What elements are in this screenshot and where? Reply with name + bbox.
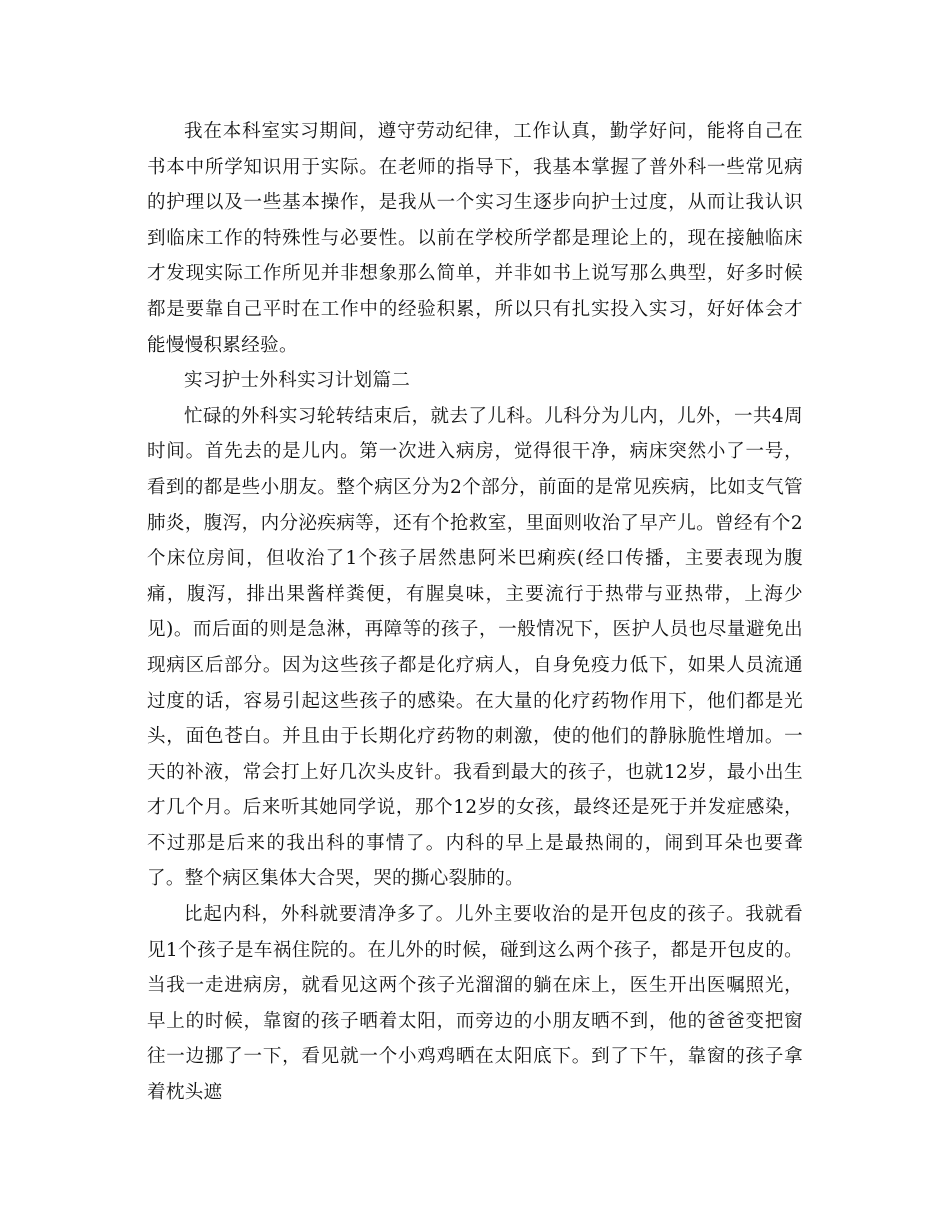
paragraph-pediatrics-surgery: 比起内科，外科就要清净多了。儿外主要收治的是开包皮的孩子。我就看见1个孩子是车祸住院的。在儿外的时候，碰到这么两个孩子，都是开包皮的。当我一走进病房，就看见这两个孩子光溜溜的躺在床上，医生开出医嘱照光，早上的时候，靠窗的孩子晒着太阳，而旁边的小朋友晒不到，他的爸爸变把窗往一边挪了一下，看见就一个小鸡鸡晒在太阳底下。到了下午，靠窗的孩子拿着枕头遮 <box>147 904 803 1104</box>
section-heading-part-two: 实习护士外科实习计划篇二 <box>184 370 411 392</box>
document-body <box>147 114 803 1111</box>
paragraph-internship-summary: 我在本科室实习期间，遵守劳动纪律，工作认真，勤学好问，能将自己在书本中所学知识用于实际。在老师的指导下，我基本掌握了普外科一些常见病的护理以及一些基本操作，是我从一个实习生逐步向护士过度，从而让我认识到临床工作的特殊性与必要性。以前在学校所学都是理论上的，现在接触临床才发现实际工作所见并非想象那么简单，并非如书上说写那么典型，好多时候都是要靠自己平时在工作中的经验积累，所以只有扎实投入实习，好好体会才能慢慢积累经验。 <box>147 121 803 356</box>
paragraph-pediatrics-internal: 忙碌的外科实习轮转结束后，就去了儿科。儿科分为儿内，儿外，一共4周时间。首先去的是儿内。第一次进入病房，觉得很干净，病床突然小了一号，看到的都是些小朋友。整个病区分为2个部分，前面的是常见疾病，比如支气管肺炎，腹泻，内分泌疾病等，还有个抢救室，里面则收治了早产儿。曾经有个2个床位房间，但收治了1个孩子居然患阿米巴痢疾(经口传播，主要表现为腹痛，腹泻，排出果酱样粪便，有腥臭味，主要流行于热带与亚热带，上海少见)。而后面的则是急淋，再障等的孩子，一般情况下，医护人员也尽量避免出现病区后部分。因为这些孩子都是化疗病人，自身免疫力低下，如果人员流通过度的话，容易引起这些孩子的感染。在大量的化疗药物作用下，他们都是光头，面色苍白。并且由于长期化疗药物的刺激，使的他们的静脉脆性增加。一天的补液，常会打上好几次头皮针。我看到最大的孩子，也就12岁，最小出生才几个月。后来听其她同学说，那个12岁的女孩，最终还是死于并发症感染，不过那是后来的我出科的事情了。内科的早上是最热闹的，闹到耳朵也要聋了。整个病区集体大合哭，哭的撕心裂肺的。 <box>147 405 803 890</box>
